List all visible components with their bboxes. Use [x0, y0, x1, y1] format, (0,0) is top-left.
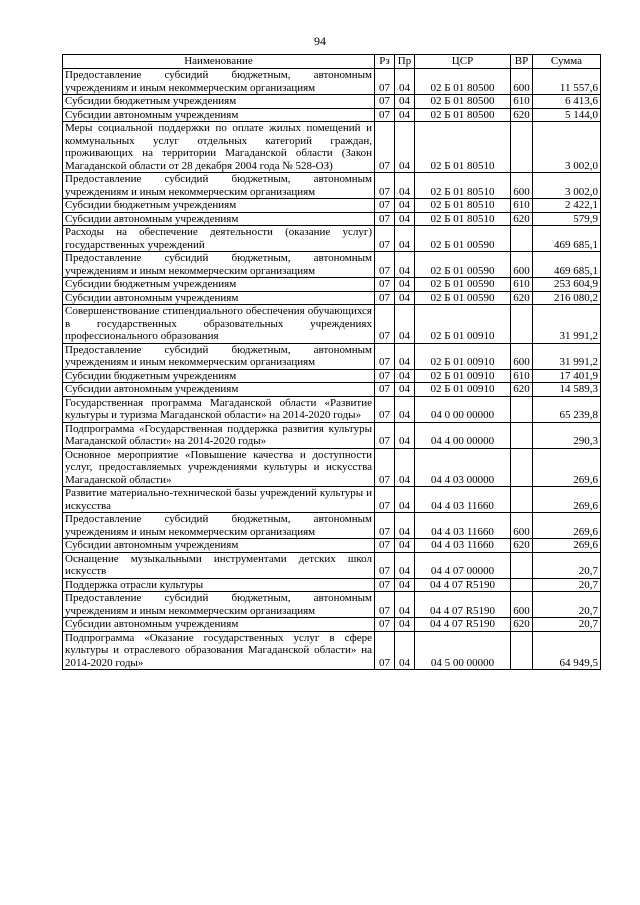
cell-csr: 02 Б 01 00910: [415, 369, 511, 383]
cell-csr: 02 Б 01 00910: [415, 343, 511, 369]
cell-sum: 269,6: [533, 448, 601, 487]
cell-pr: 04: [395, 448, 415, 487]
cell-name: Субсидии автономным учреждениям: [63, 383, 375, 397]
cell-rz: 07: [375, 448, 395, 487]
cell-rz: 07: [375, 108, 395, 122]
cell-name: Предоставление субсидий бюджетным, автономным учреждениям и иным некоммерческим организациям: [63, 513, 375, 539]
cell-rz: 07: [375, 122, 395, 173]
cell-csr: 02 Б 01 00910: [415, 305, 511, 344]
cell-vr: [511, 226, 533, 252]
cell-name: Субсидии автономным учреждениям: [63, 291, 375, 305]
cell-csr: 02 Б 01 00590: [415, 278, 511, 292]
cell-csr: 04 4 03 11660: [415, 513, 511, 539]
cell-pr: 04: [395, 369, 415, 383]
cell-csr: 02 Б 01 80510: [415, 173, 511, 199]
cell-vr: [511, 578, 533, 592]
cell-sum: 65 239,8: [533, 396, 601, 422]
table-row: [63, 592, 601, 618]
table-row: [63, 212, 601, 226]
cell-csr: 02 Б 01 80500: [415, 95, 511, 109]
table-row: [63, 448, 601, 487]
cell-name: Поддержка отрасли культуры: [63, 578, 375, 592]
cell-name: Подпрограмма «Государственная поддержка развития культуры Магаданской области» на 2014-2020 годы»: [63, 422, 375, 448]
table-row: [63, 343, 601, 369]
cell-vr: 600: [511, 513, 533, 539]
cell-name: Предоставление субсидий бюджетным, автономным учреждениям и иным некоммерческим организациям: [63, 592, 375, 618]
cell-sum: 11 557,6: [533, 69, 601, 95]
table-row: [63, 108, 601, 122]
cell-rz: 07: [375, 173, 395, 199]
cell-vr: 600: [511, 252, 533, 278]
cell-name: Оснащение музыкальными инструментами детских школ искусств: [63, 552, 375, 578]
cell-vr: 600: [511, 69, 533, 95]
table-row: [63, 291, 601, 305]
cell-rz: 07: [375, 69, 395, 95]
table-row: [63, 539, 601, 553]
cell-pr: 04: [395, 278, 415, 292]
cell-pr: 04: [395, 122, 415, 173]
cell-vr: [511, 448, 533, 487]
table-row: [63, 396, 601, 422]
cell-vr: [511, 487, 533, 513]
table-row: [63, 578, 601, 592]
cell-sum: 269,6: [533, 539, 601, 553]
header-csr: ЦСР: [415, 55, 511, 69]
cell-sum: 5 144,0: [533, 108, 601, 122]
cell-pr: 04: [395, 552, 415, 578]
cell-csr: 02 Б 01 00910: [415, 383, 511, 397]
cell-vr: 620: [511, 539, 533, 553]
cell-rz: 07: [375, 513, 395, 539]
cell-name: Субсидии автономным учреждениям: [63, 212, 375, 226]
cell-sum: 269,6: [533, 487, 601, 513]
table-row: [63, 69, 601, 95]
cell-pr: 04: [395, 631, 415, 670]
cell-name: Субсидии бюджетным учреждениям: [63, 95, 375, 109]
table-header-row: [63, 55, 601, 69]
cell-name: Субсидии автономным учреждениям: [63, 618, 375, 632]
cell-rz: 07: [375, 212, 395, 226]
cell-sum: 31 991,2: [533, 343, 601, 369]
cell-rz: 07: [375, 199, 395, 213]
cell-name: Совершенствование стипендиального обеспечения обучающихся в государственных образовательных учреждениях профессионального образования: [63, 305, 375, 344]
cell-rz: 07: [375, 618, 395, 632]
cell-name: Расходы на обеспечение деятельности (оказание услуг) государственных учреждений: [63, 226, 375, 252]
header-pr: Пр: [395, 55, 415, 69]
cell-name: Субсидии бюджетным учреждениям: [63, 199, 375, 213]
cell-pr: 04: [395, 291, 415, 305]
cell-vr: [511, 422, 533, 448]
cell-sum: 20,7: [533, 552, 601, 578]
cell-rz: 07: [375, 291, 395, 305]
cell-pr: 04: [395, 539, 415, 553]
table-row: [63, 278, 601, 292]
table-row: [63, 369, 601, 383]
cell-rz: 07: [375, 487, 395, 513]
cell-rz: 07: [375, 396, 395, 422]
cell-csr: 02 Б 01 00590: [415, 226, 511, 252]
cell-pr: 04: [395, 69, 415, 95]
cell-sum: 31 991,2: [533, 305, 601, 344]
cell-rz: 07: [375, 383, 395, 397]
cell-pr: 04: [395, 592, 415, 618]
cell-csr: 02 Б 01 80500: [415, 108, 511, 122]
cell-rz: 07: [375, 422, 395, 448]
cell-rz: 07: [375, 252, 395, 278]
cell-vr: 600: [511, 173, 533, 199]
cell-sum: 290,3: [533, 422, 601, 448]
cell-sum: 20,7: [533, 618, 601, 632]
cell-name: Субсидии бюджетным учреждениям: [63, 369, 375, 383]
cell-sum: 579,9: [533, 212, 601, 226]
cell-csr: 04 4 03 11660: [415, 487, 511, 513]
cell-sum: 2 422,1: [533, 199, 601, 213]
cell-vr: [511, 305, 533, 344]
cell-name: Предоставление субсидий бюджетным, автономным учреждениям и иным некоммерческим организациям: [63, 69, 375, 95]
cell-vr: 610: [511, 369, 533, 383]
cell-vr: 600: [511, 592, 533, 618]
cell-sum: 20,7: [533, 592, 601, 618]
cell-csr: 02 Б 01 80510: [415, 122, 511, 173]
cell-name: Подпрограмма «Оказание государственных услуг в сфере культуры и отраслевого образования Магаданской области» на 2014-2020 годы»: [63, 631, 375, 670]
cell-vr: 610: [511, 278, 533, 292]
cell-sum: 216 080,2: [533, 291, 601, 305]
cell-name: Меры социальной поддержки по оплате жилых помещений и коммунальных услуг отдельных категорий граждан, проживающих на территории Магаданской области (Закон Магаданской области от 28 декабря 2004 года № 528-ОЗ): [63, 122, 375, 173]
cell-rz: 07: [375, 369, 395, 383]
cell-csr: 04 4 07 R5190: [415, 592, 511, 618]
table-row: [63, 618, 601, 632]
cell-rz: 07: [375, 278, 395, 292]
header-sum: Сумма: [533, 55, 601, 69]
cell-pr: 04: [395, 252, 415, 278]
cell-csr: 04 4 00 00000: [415, 422, 511, 448]
cell-vr: 620: [511, 108, 533, 122]
cell-name: Развитие материально-технической базы учреждений культуры и искусства: [63, 487, 375, 513]
cell-rz: 07: [375, 631, 395, 670]
cell-vr: 600: [511, 343, 533, 369]
cell-pr: 04: [395, 383, 415, 397]
cell-sum: 17 401,9: [533, 369, 601, 383]
cell-csr: 04 4 07 00000: [415, 552, 511, 578]
budget-table: [62, 54, 601, 670]
cell-sum: 469 685,1: [533, 252, 601, 278]
table-row: [63, 226, 601, 252]
cell-pr: 04: [395, 212, 415, 226]
cell-vr: [511, 122, 533, 173]
table-row: [63, 95, 601, 109]
cell-pr: 04: [395, 305, 415, 344]
cell-name: Субсидии бюджетным учреждениям: [63, 278, 375, 292]
cell-vr: 620: [511, 291, 533, 305]
cell-rz: 07: [375, 95, 395, 109]
cell-rz: 07: [375, 305, 395, 344]
table-row: [63, 552, 601, 578]
cell-name: Предоставление субсидий бюджетным, автономным учреждениям и иным некоммерческим организациям: [63, 173, 375, 199]
cell-name: Предоставление субсидий бюджетным, автономным учреждениям и иным некоммерческим организациям: [63, 343, 375, 369]
cell-vr: 610: [511, 95, 533, 109]
header-rz: Рз: [375, 55, 395, 69]
cell-pr: 04: [395, 199, 415, 213]
cell-pr: 04: [395, 422, 415, 448]
cell-rz: 07: [375, 539, 395, 553]
cell-sum: 64 949,5: [533, 631, 601, 670]
table-row: [63, 513, 601, 539]
cell-name: Основное мероприятие «Повышение качества и доступности услуг, предоставляемых учреждениями культуры и искусства Магаданской области»: [63, 448, 375, 487]
cell-sum: 20,7: [533, 578, 601, 592]
table-body: [63, 69, 601, 670]
cell-sum: 253 604,9: [533, 278, 601, 292]
cell-sum: 269,6: [533, 513, 601, 539]
header-name: Наименование: [63, 55, 375, 69]
cell-csr: 02 Б 01 80510: [415, 199, 511, 213]
cell-name: Предоставление субсидий бюджетным, автономным учреждениям и иным некоммерческим организациям: [63, 252, 375, 278]
cell-csr: 04 4 07 R5190: [415, 618, 511, 632]
cell-pr: 04: [395, 95, 415, 109]
cell-vr: 620: [511, 212, 533, 226]
cell-csr: 02 Б 01 00590: [415, 252, 511, 278]
cell-csr: 02 Б 01 00590: [415, 291, 511, 305]
cell-sum: 14 589,3: [533, 383, 601, 397]
cell-vr: 620: [511, 618, 533, 632]
cell-rz: 07: [375, 552, 395, 578]
cell-sum: 6 413,6: [533, 95, 601, 109]
cell-csr: 04 5 00 00000: [415, 631, 511, 670]
table-row: [63, 173, 601, 199]
cell-sum: 469 685,1: [533, 226, 601, 252]
table-row: [63, 122, 601, 173]
table-row: [63, 305, 601, 344]
cell-sum: 3 002,0: [533, 173, 601, 199]
cell-rz: 07: [375, 578, 395, 592]
cell-pr: 04: [395, 173, 415, 199]
table-row: [63, 383, 601, 397]
cell-rz: 07: [375, 592, 395, 618]
cell-pr: 04: [395, 578, 415, 592]
cell-csr: 02 Б 01 80510: [415, 212, 511, 226]
cell-pr: 04: [395, 396, 415, 422]
cell-csr: 04 4 03 11660: [415, 539, 511, 553]
cell-vr: [511, 631, 533, 670]
cell-pr: 04: [395, 487, 415, 513]
cell-csr: 04 4 03 00000: [415, 448, 511, 487]
table-row: [63, 422, 601, 448]
cell-vr: 620: [511, 383, 533, 397]
table-row: [63, 631, 601, 670]
cell-sum: 3 002,0: [533, 122, 601, 173]
page-number: 94: [314, 34, 326, 48]
cell-vr: [511, 552, 533, 578]
cell-csr: 04 0 00 00000: [415, 396, 511, 422]
cell-name: Субсидии автономным учреждениям: [63, 539, 375, 553]
cell-csr: 04 4 07 R5190: [415, 578, 511, 592]
cell-rz: 07: [375, 226, 395, 252]
cell-vr: 610: [511, 199, 533, 213]
table-row: [63, 252, 601, 278]
cell-pr: 04: [395, 513, 415, 539]
cell-pr: 04: [395, 108, 415, 122]
cell-pr: 04: [395, 618, 415, 632]
cell-name: Субсидии автономным учреждениям: [63, 108, 375, 122]
cell-pr: 04: [395, 343, 415, 369]
cell-name: Государственная программа Магаданской области «Развитие культуры и туризма Магаданской области» на 2014-2020 годы»: [63, 396, 375, 422]
cell-pr: 04: [395, 226, 415, 252]
cell-csr: 02 Б 01 80500: [415, 69, 511, 95]
header-vr: ВР: [511, 55, 533, 69]
cell-vr: [511, 396, 533, 422]
cell-rz: 07: [375, 343, 395, 369]
table-row: [63, 487, 601, 513]
table-row: [63, 199, 601, 213]
